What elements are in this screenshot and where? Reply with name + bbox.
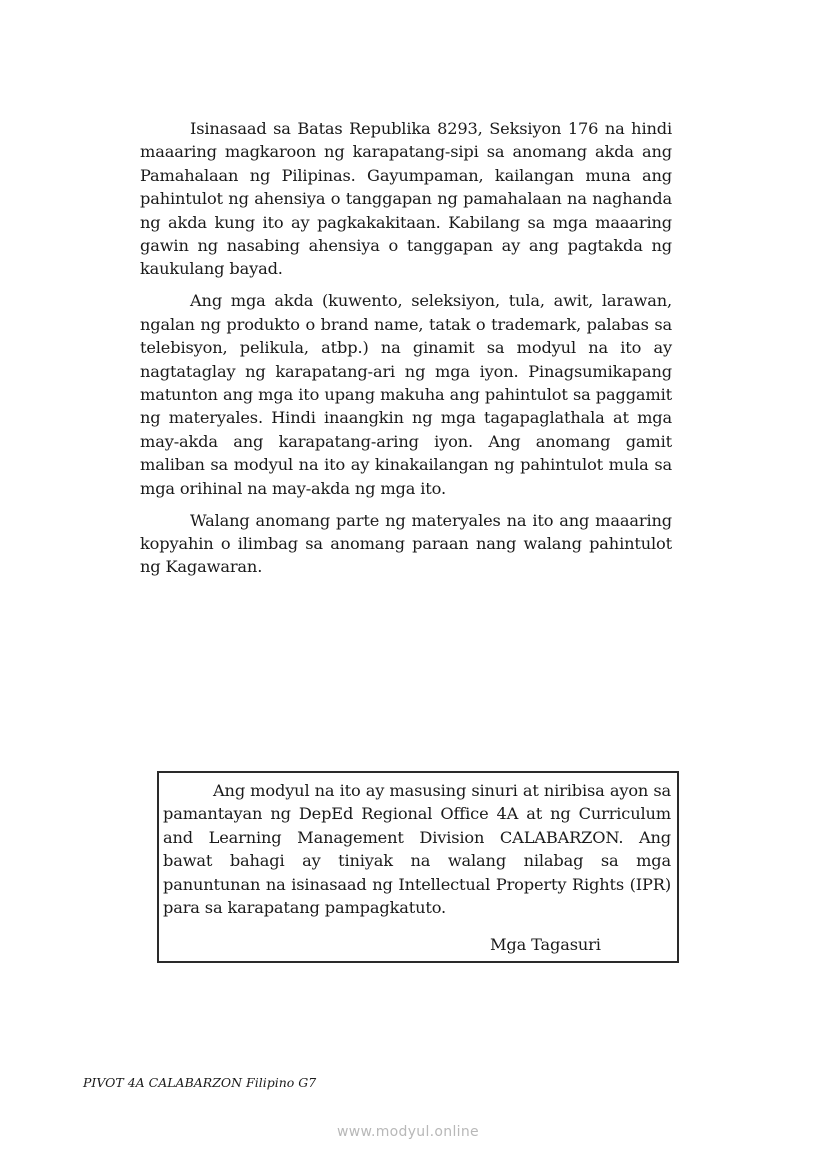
review-statement-text: Ang modyul na ito ay masusing sinuri at niribisa ayon sa pamantayan ng DepEd Regional Office 4A at ng Curriculum and Learning Management Division CALABARZON. Ang bawat bahagi ay tiniyak na walang nilabag sa mga panuntunan na isinasaad ng Intellectual Property Rights (IPR) para sa karapatang pampagkatuto. — [163, 781, 671, 918]
paragraph-works-used: Ang mga akda (kuwento, seleksiyon, tula, awit, larawan, ngalan ng produkto o brand name, tatak o trademark, palabas sa telebisyon, pelikula, atbp.) na ginamit sa modyul na ito ay nagtataglay ng karapatang-ari ng mga iyon. Pinagsumikapang matunton ang mga ito upang makuha ang pahintulot sa paggamit ng materyales. Hindi inaangkin ng mga tagapaglathala at mga may-akda ang karapatang-aring iyon. Ang anomang gamit maliban sa modyul na ito ay kinakailangan ng pahintulot mula sa mga orihinal na may-akda ng mga ito. — [140, 291, 672, 498]
footer-label: PIVOT 4A CALABARZON Filipino G7 — [83, 1075, 317, 1090]
watermark: www.modyul.online — [337, 1124, 479, 1140]
copyright-notice — [140, 117, 672, 587]
reviewers-signature: Mga Tagasuri — [490, 935, 601, 954]
paragraph-reproduction: Walang anomang parte ng materyales na ito ang maaaring kopyahin o ilimbag sa anomang paraan nang walang pahintulot ng Kagawaran. — [140, 510, 672, 577]
paragraph-copyright-law: Isinasaad sa Batas Republika 8293, Seksiyon 176 na hindi maaaring magkaroon ng karapatang-sipi sa anomang akda ang Pamahalaan ng Pilipinas. Gayumpaman, kailangan muna ang pahintulot ng ahensiya o tanggapan ng pamahalaan na naghanda ng akda kung ito ay pagkakakitaan. Kabilang sa mga maaaring gawin ng nasabing ahensiya o tanggapan ay ang pagtakda ng kaukulang bayad. — [140, 119, 672, 279]
review-statement-box — [157, 771, 679, 963]
